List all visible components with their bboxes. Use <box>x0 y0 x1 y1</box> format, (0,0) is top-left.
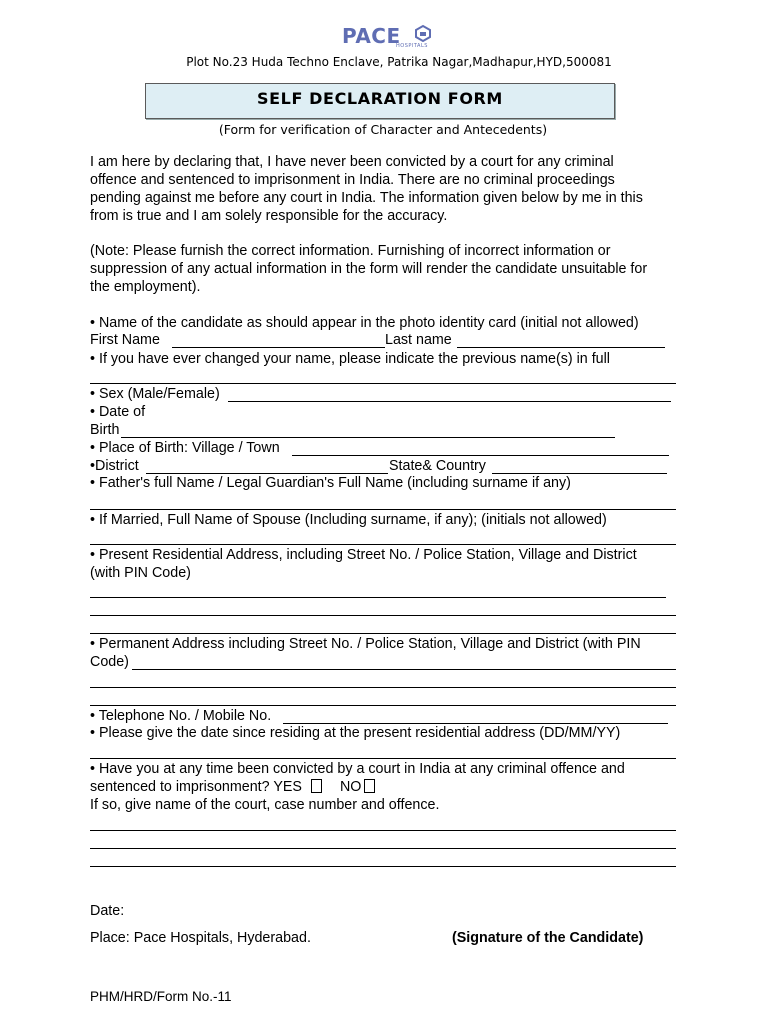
name-heading: • Name of the candidate as should appear in the photo identity card (initial not allowed) <box>90 315 639 331</box>
permanent-address-field[interactable] <box>90 687 676 688</box>
pace-hospitals-logo <box>342 24 438 52</box>
present-address-label: • Present Residential Address, including Street No. / Police Station, Village and District <box>90 547 637 563</box>
logo-mark-icon <box>414 24 432 42</box>
permanent-address-label-cont: Code) <box>90 654 129 670</box>
present-address-label-cont: (with PIN Code) <box>90 565 191 581</box>
telephone-label: • Telephone No. / Mobile No. <box>90 708 272 724</box>
court-details-field[interactable] <box>90 830 676 831</box>
declaration-line: pending against me before any court in India. The information given below by me in this <box>90 190 643 206</box>
first-name-label: First Name <box>90 332 160 348</box>
sex-label: • Sex (Male/Female) <box>90 386 220 402</box>
no-label: NO <box>339 779 362 795</box>
logo-text: PACE <box>342 24 401 48</box>
convicted-options <box>90 778 379 796</box>
note-line: suppression of any actual information in the form will render the candidate unsuitable for <box>90 261 648 277</box>
title-box <box>145 83 615 119</box>
father-name-label: • Father's full Name / Legal Guardian's Full Name (including surname if any) <box>90 475 571 491</box>
last-name-label: Last name <box>385 332 452 348</box>
court-details-field[interactable] <box>90 848 676 849</box>
present-address-field[interactable] <box>90 615 676 616</box>
note-line: (Note: Please furnish the correct information. Furnishing of incorrect information or <box>90 243 611 259</box>
spouse-name-label: • If Married, Full Name of Spouse (Including surname, if any); (initials not allowed) <box>90 512 607 528</box>
no-checkbox[interactable] <box>364 779 375 793</box>
form-number: PHM/HRD/Form No.-11 <box>90 989 232 1004</box>
place-label: Place: Pace Hospitals, Hyderabad. <box>90 930 311 946</box>
place-of-birth-field[interactable] <box>292 455 669 456</box>
declaration-line: from is true and I am solely responsible for the accuracy. <box>90 208 448 224</box>
permanent-address-field[interactable] <box>90 705 676 706</box>
residing-since-field[interactable] <box>90 758 676 759</box>
district-label: •District <box>90 458 139 474</box>
dob-label-cont: Birth <box>90 422 120 438</box>
form-title: SELF DECLARATION FORM <box>257 89 503 108</box>
signature-label: (Signature of the Candidate) <box>452 930 644 946</box>
previous-name-field[interactable] <box>90 383 676 384</box>
present-address-field[interactable] <box>90 597 666 598</box>
declaration-line: I am here by declaring that, I have never been convicted by a court for any criminal <box>90 154 614 170</box>
sex-field[interactable] <box>228 401 671 402</box>
permanent-address-label: • Permanent Address including Street No. / Police Station, Village and District (with PIN <box>90 636 641 652</box>
form-subtitle: (Form for verification of Character and Antecedents) <box>218 122 548 137</box>
court-details-label: If so, give name of the court, case number and offence. <box>90 797 440 813</box>
last-name-field[interactable] <box>457 347 665 348</box>
note-line: the employment). <box>90 279 201 295</box>
first-name-field[interactable] <box>172 347 385 348</box>
changed-name-label: • If you have ever changed your name, please indicate the previous name(s) in full <box>90 351 610 367</box>
declaration-line: offence and sentenced to imprisonment in India. There are no criminal proceedings <box>90 172 615 188</box>
yes-checkbox[interactable] <box>311 779 322 793</box>
dob-field[interactable] <box>121 437 615 438</box>
permanent-address-field[interactable] <box>132 669 676 670</box>
state-country-label: State& Country <box>389 458 486 474</box>
spouse-name-field[interactable] <box>90 544 676 545</box>
yes-label: sentenced to imprisonment? YES <box>90 779 302 795</box>
residing-since-label: • Please give the date since residing at the present residential address (DD/MM/YY) <box>90 725 621 741</box>
court-details-field[interactable] <box>90 866 676 867</box>
date-label: Date: <box>90 903 125 919</box>
convicted-question: • Have you at any time been convicted by a court in India at any criminal offence and <box>90 761 625 777</box>
father-name-field[interactable] <box>90 509 676 510</box>
place-of-birth-label: • Place of Birth: Village / Town <box>90 440 280 456</box>
dob-label: • Date of <box>90 404 146 420</box>
present-address-field[interactable] <box>90 633 676 634</box>
logo-subtext: HOSPITALS <box>396 43 428 49</box>
hospital-address: Plot No.23 Huda Techno Enclave, Patrika Nagar,Madhapur,HYD,500081 <box>186 55 612 69</box>
